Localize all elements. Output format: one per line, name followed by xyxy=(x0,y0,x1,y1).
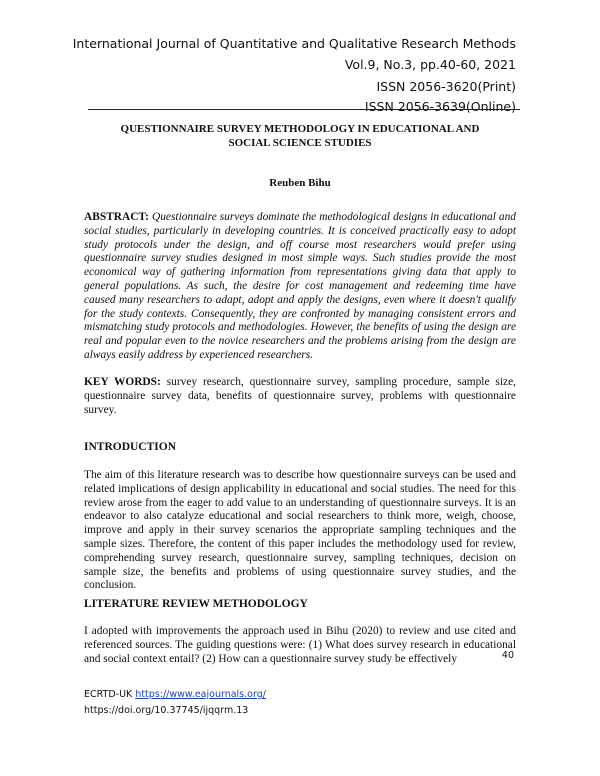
keywords-text: survey research, questionnaire survey, sampling procedure, sample size, questionnaire survey data, benefits of questionnaire survey, problems with questionnaire survey. xyxy=(84,376,516,416)
title-line-2: SOCIAL SCIENCE STUDIES xyxy=(228,137,372,149)
footer-publisher-line xyxy=(84,689,266,700)
keywords xyxy=(84,376,516,417)
introduction-heading: INTRODUCTION xyxy=(84,441,177,453)
author-name: Reuben Bihu xyxy=(269,177,331,189)
literature-text: I adopted with improvements the approach used in Bihu (2020) to review and use cited and referenced sources. The guiding questions were: (1) What does survey research in educational and social context entail? (2) How can a questionnaire survey study be effectively xyxy=(84,625,516,665)
abstract-label: ABSTRACT: xyxy=(84,211,149,223)
abstract-text: Questionnaire surveys dominate the methodological designs in educational and social studies, particularly in developing countries. It is conceived practically easy to adopt study protocols under the design, and off course most researchers would prefer using questionnaire survey studies designed in most simple ways. Such studies provide the most economical way of gathering information from representations giving data that apply to general populations. As such, the desire for cost management and redeeming time have caused many researchers to adapt, adopt and apply the designs, even where it doesn't qualify for the study contexts. Consequently, they are confronted by managing consistent errors and mismatching study protocols and methodologies. However, the benefits of using the design are real and popular even to the novice researchers and the problems arising from the design are always easily address by experienced researchers. xyxy=(84,211,516,361)
doi: https://doi.org/10.37745/ijqqrm.13 xyxy=(84,705,249,716)
title-line-1: QUESTIONNAIRE SURVEY METHODOLOGY IN EDUCATIONAL AND xyxy=(120,123,480,135)
journal-name: International Journal of Quantitative and Qualitative Research Methods xyxy=(72,36,516,51)
publisher-name: ECRTD-UK xyxy=(84,689,133,700)
page-number: 40 xyxy=(501,650,514,661)
introduction-text: The aim of this literature research was to describe how questionnaire surveys can be used and related implications of design applicability in educational and social studies. The need for this review arose from the eager to add value to an understanding of questionnaire surveys. It is an endeavor to also catalyze educational and social researchers to think more, weigh, choose, improve and apply in their survey scenarios the appropriate sampling techniques and the sample sizes. Therefore, the content of this paper includes the methodology used for review, comprehending survey research, questionnaire survey, sampling techniques, decision on sample size, the benefits and problems of using questionnaire survey studies, and the conclusion. xyxy=(84,469,516,592)
header-rule xyxy=(88,109,520,110)
issn-print: ISSN 2056-3620(Print) xyxy=(376,79,516,94)
journal-url-link[interactable]: https://www.eajournals.org/ xyxy=(135,689,266,700)
abstract xyxy=(84,211,516,363)
volume-info: Vol.9, No.3, pp.40-60, 2021 xyxy=(344,57,516,72)
literature-heading: LITERATURE REVIEW METHODOLOGY xyxy=(84,598,308,610)
keywords-label: KEY WORDS: xyxy=(84,376,161,388)
issn-online: ISSN 2056-3639(Online) xyxy=(364,99,516,114)
article-title xyxy=(84,122,516,150)
